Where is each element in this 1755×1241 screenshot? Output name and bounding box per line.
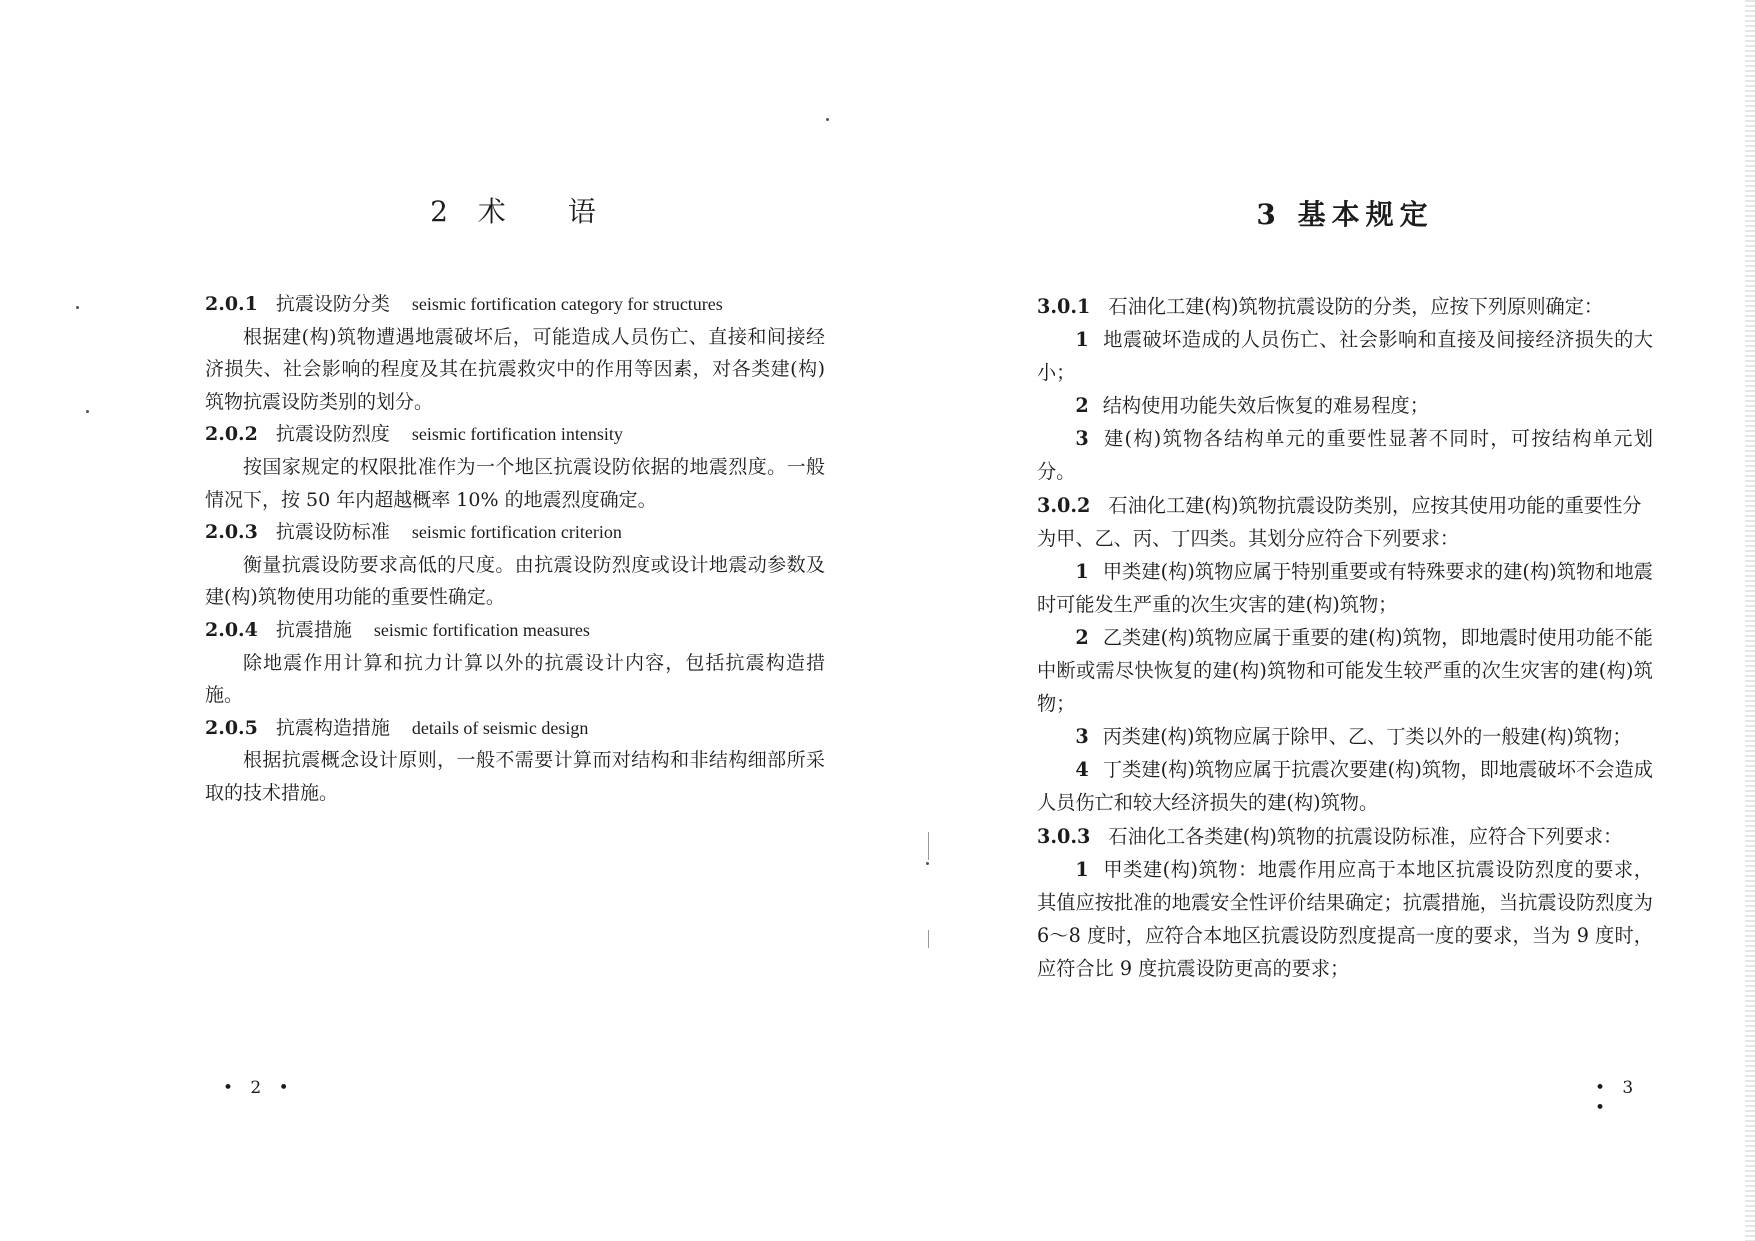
item-text: 甲类建(构)筑物：地震作用应高于本地区抗震设防烈度的要求，其值应按批准的地震安全性评价结果确定；抗震措施，当抗震设防烈度为 6～8 度时，应符合本地区抗震设防烈度提高一度的要求，当为 9 度时，应符合比 9 度抗震设防更高的要求； [1037, 857, 1653, 980]
term-english: seismic fortification measures [373, 619, 590, 640]
clause-number: 3.0.3 [1037, 824, 1091, 848]
right-page [1037, 0, 1653, 1241]
term-definition: 根据建(构)筑物遭遇地震破坏后，可能造成人员伤亡、直接和间接经济损失、社会影响的程度及其在抗震救灾中的作用等因素，对各类建(构)筑物抗震设防类别的划分。 [205, 325, 825, 413]
term-entry-2-0-4 [205, 614, 825, 647]
chapter-number: 2 [430, 195, 452, 228]
chapter-title-char-2: 语 [567, 195, 600, 228]
item-text: 地震破坏造成的人员伤亡、社会影响和直接及间接经济损失的大小； [1037, 328, 1653, 385]
term-chinese: 抗震设防烈度 [275, 423, 390, 446]
clause-item [1037, 389, 1653, 422]
item-text: 建(构)筑物各结构单元的重要性显著不同时，可按结构单元划分。 [1037, 427, 1653, 484]
terms-body [205, 288, 825, 810]
item-number: 2 [1075, 625, 1089, 649]
clause-number: 2.0.3 [205, 521, 258, 544]
chapter-title-char-1: 术 [477, 195, 510, 228]
page-number-right: • 3 • [1595, 1078, 1640, 1118]
scan-speck [926, 862, 929, 865]
scan-speck [86, 410, 89, 413]
page-number-left: • 2 • [223, 1078, 295, 1098]
clause-text: 石油化工建(构)筑物抗震设防类别，应按其使用功能的重要性分为甲、乙、丙、丁四类。其划分应符合下列要求： [1037, 493, 1642, 550]
gutter-mark [928, 832, 929, 860]
gutter-mark [928, 930, 929, 948]
item-text: 丙类建(构)筑物应属于除甲、乙、丁类以外的一般建(构)筑物； [1102, 725, 1632, 749]
clause-3-0-3 [1037, 820, 1653, 853]
term-entry-2-0-1 [205, 288, 825, 321]
item-number: 1 [1075, 328, 1089, 352]
clause-text: 石油化工各类建(构)筑物的抗震设防标准，应符合下列要求： [1108, 824, 1623, 848]
term-entry-2-0-2 [205, 418, 825, 451]
scan-edge [1745, 0, 1755, 1241]
item-text: 乙类建(构)筑物应属于重要的建(构)筑物，即地震时使用功能不能中断或需尽快恢复的建(构)筑物和可能发生较严重的次生灾害的建(构)筑物； [1037, 625, 1653, 716]
clause-3-0-2 [1037, 489, 1653, 555]
term-definition: 衡量抗震设防要求高低的尺度。由抗震设防烈度或设计地震动参数及建(构)筑物使用功能的重要性确定。 [205, 553, 825, 609]
clause-number: 2.0.5 [205, 716, 258, 739]
clause-3-0-1 [1037, 290, 1653, 323]
chapter-title-2 [205, 190, 825, 230]
term-chinese: 抗震设防分类 [275, 293, 390, 315]
item-number: 1 [1075, 559, 1089, 583]
term-definition: 按国家规定的权限批准作为一个地区抗震设防依据的地震烈度。一般情况下，按 50 年内超越概率 10% 的地震烈度确定。 [205, 455, 825, 511]
term-definition: 根据抗震概念设计原则，一般不需要计算而对结构和非结构细部所采取的技术措施。 [205, 749, 825, 804]
left-page [205, 0, 825, 1241]
clause-item [1037, 323, 1653, 389]
term-english: seismic fortification intensity [411, 424, 623, 445]
clause-item [1037, 853, 1653, 985]
term-chinese: 抗震设防标准 [275, 521, 390, 544]
term-english: seismic fortification criterion [411, 522, 622, 543]
term-english: seismic fortification category for structures [411, 294, 723, 314]
clause-number: 2.0.2 [205, 423, 258, 446]
term-entry-2-0-5 [205, 712, 825, 745]
clause-item [1037, 555, 1653, 621]
item-number: 2 [1075, 394, 1089, 418]
chapter-title-3: 3 基本规定 [1256, 198, 1434, 231]
clause-number: 3.0.2 [1037, 493, 1091, 517]
item-number: 1 [1075, 857, 1089, 881]
term-chinese: 抗震构造措施 [275, 716, 390, 739]
item-text: 结构使用功能失效后恢复的难易程度； [1102, 394, 1429, 418]
term-chinese: 抗震措施 [275, 618, 352, 641]
clause-number: 2.0.1 [205, 293, 258, 315]
clause-item [1037, 422, 1653, 488]
item-number: 4 [1075, 758, 1089, 782]
clause-item [1037, 753, 1653, 819]
item-number: 3 [1075, 427, 1089, 451]
scan-speck [826, 118, 829, 121]
clause-number: 2.0.4 [205, 618, 258, 641]
term-definition: 除地震作用计算和抗力计算以外的抗震设计内容，包括抗震构造措施。 [205, 651, 825, 707]
clause-item [1037, 621, 1653, 720]
item-text: 甲类建(构)筑物应属于特别重要或有特殊要求的建(构)筑物和地震时可能发生严重的次生灾害的建(构)筑物； [1037, 559, 1653, 616]
clause-number: 3.0.1 [1037, 295, 1091, 318]
item-number: 3 [1075, 725, 1089, 749]
clause-text: 石油化工建(构)筑物抗震设防的分类，应按下列原则确定： [1108, 295, 1604, 318]
scan-speck [76, 306, 79, 309]
rules-body [1037, 290, 1653, 985]
term-entry-2-0-3 [205, 516, 825, 549]
clause-item [1037, 720, 1653, 753]
item-text: 丁类建(构)筑物应属于抗震次要建(构)筑物，即地震破坏不会造成人员伤亡和较大经济损失的建(构)筑物。 [1037, 758, 1653, 815]
term-english: details of seismic design [411, 717, 589, 738]
